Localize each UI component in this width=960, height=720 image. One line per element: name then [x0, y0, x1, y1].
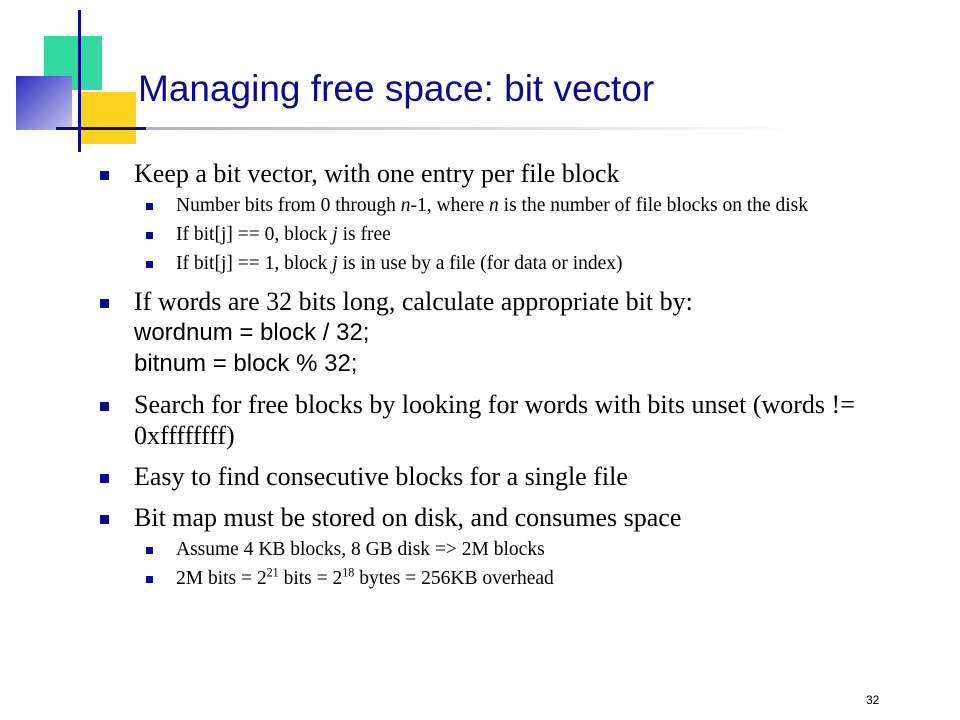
slide-title: Managing free space: bit vector	[138, 68, 655, 109]
deco-vertical-line	[78, 10, 81, 152]
sub-bullet-overhead: 2M bits = $2^{21}$ bits = $2^{18}$ bytes = 256KB overhead	[146, 567, 920, 591]
bullet-consecutive-blocks: Easy to find consecutive blocks for a single file	[100, 461, 920, 492]
deco-yellow-square	[78, 92, 136, 144]
bullet-search-free-blocks: Search for free blocks by looking for words with bits unset (words != 0xffffffff)	[100, 389, 920, 451]
code-bitnum: bitnum = block % 32;	[134, 350, 358, 377]
page-number: 32	[866, 693, 880, 707]
code-wordnum: wordnum = block / 32;	[134, 319, 370, 346]
bullet-keep-bit-vector: Keep a bit vector, with one entry per file block	[100, 158, 920, 189]
bullet-word-size: If words are 32 bits long, calculate appropriate bit by: wordnum = block / 32; bitnum = block % 32;	[100, 286, 920, 379]
bullet-bit-map-storage: Bit map must be stored on disk, and consumes space	[100, 502, 920, 533]
sub-bullet-assume-blocks: Assume 4 KB blocks, 8 GB disk => 2M blocks	[146, 538, 920, 562]
deco-blue-square	[16, 76, 72, 130]
slide-body	[100, 158, 920, 591]
sub-bullet-number-bits: Number bits from 0 through n-1, where n is the number of file blocks on the disk	[146, 194, 920, 218]
deco-horizontal-line	[56, 127, 800, 130]
sub-bullet-bit-zero: If bit[j] == 0, block j is free	[146, 223, 920, 247]
sub-bullet-bit-one: If bit[j] == 1, block j is in use by a file (for data or index)	[146, 252, 920, 276]
